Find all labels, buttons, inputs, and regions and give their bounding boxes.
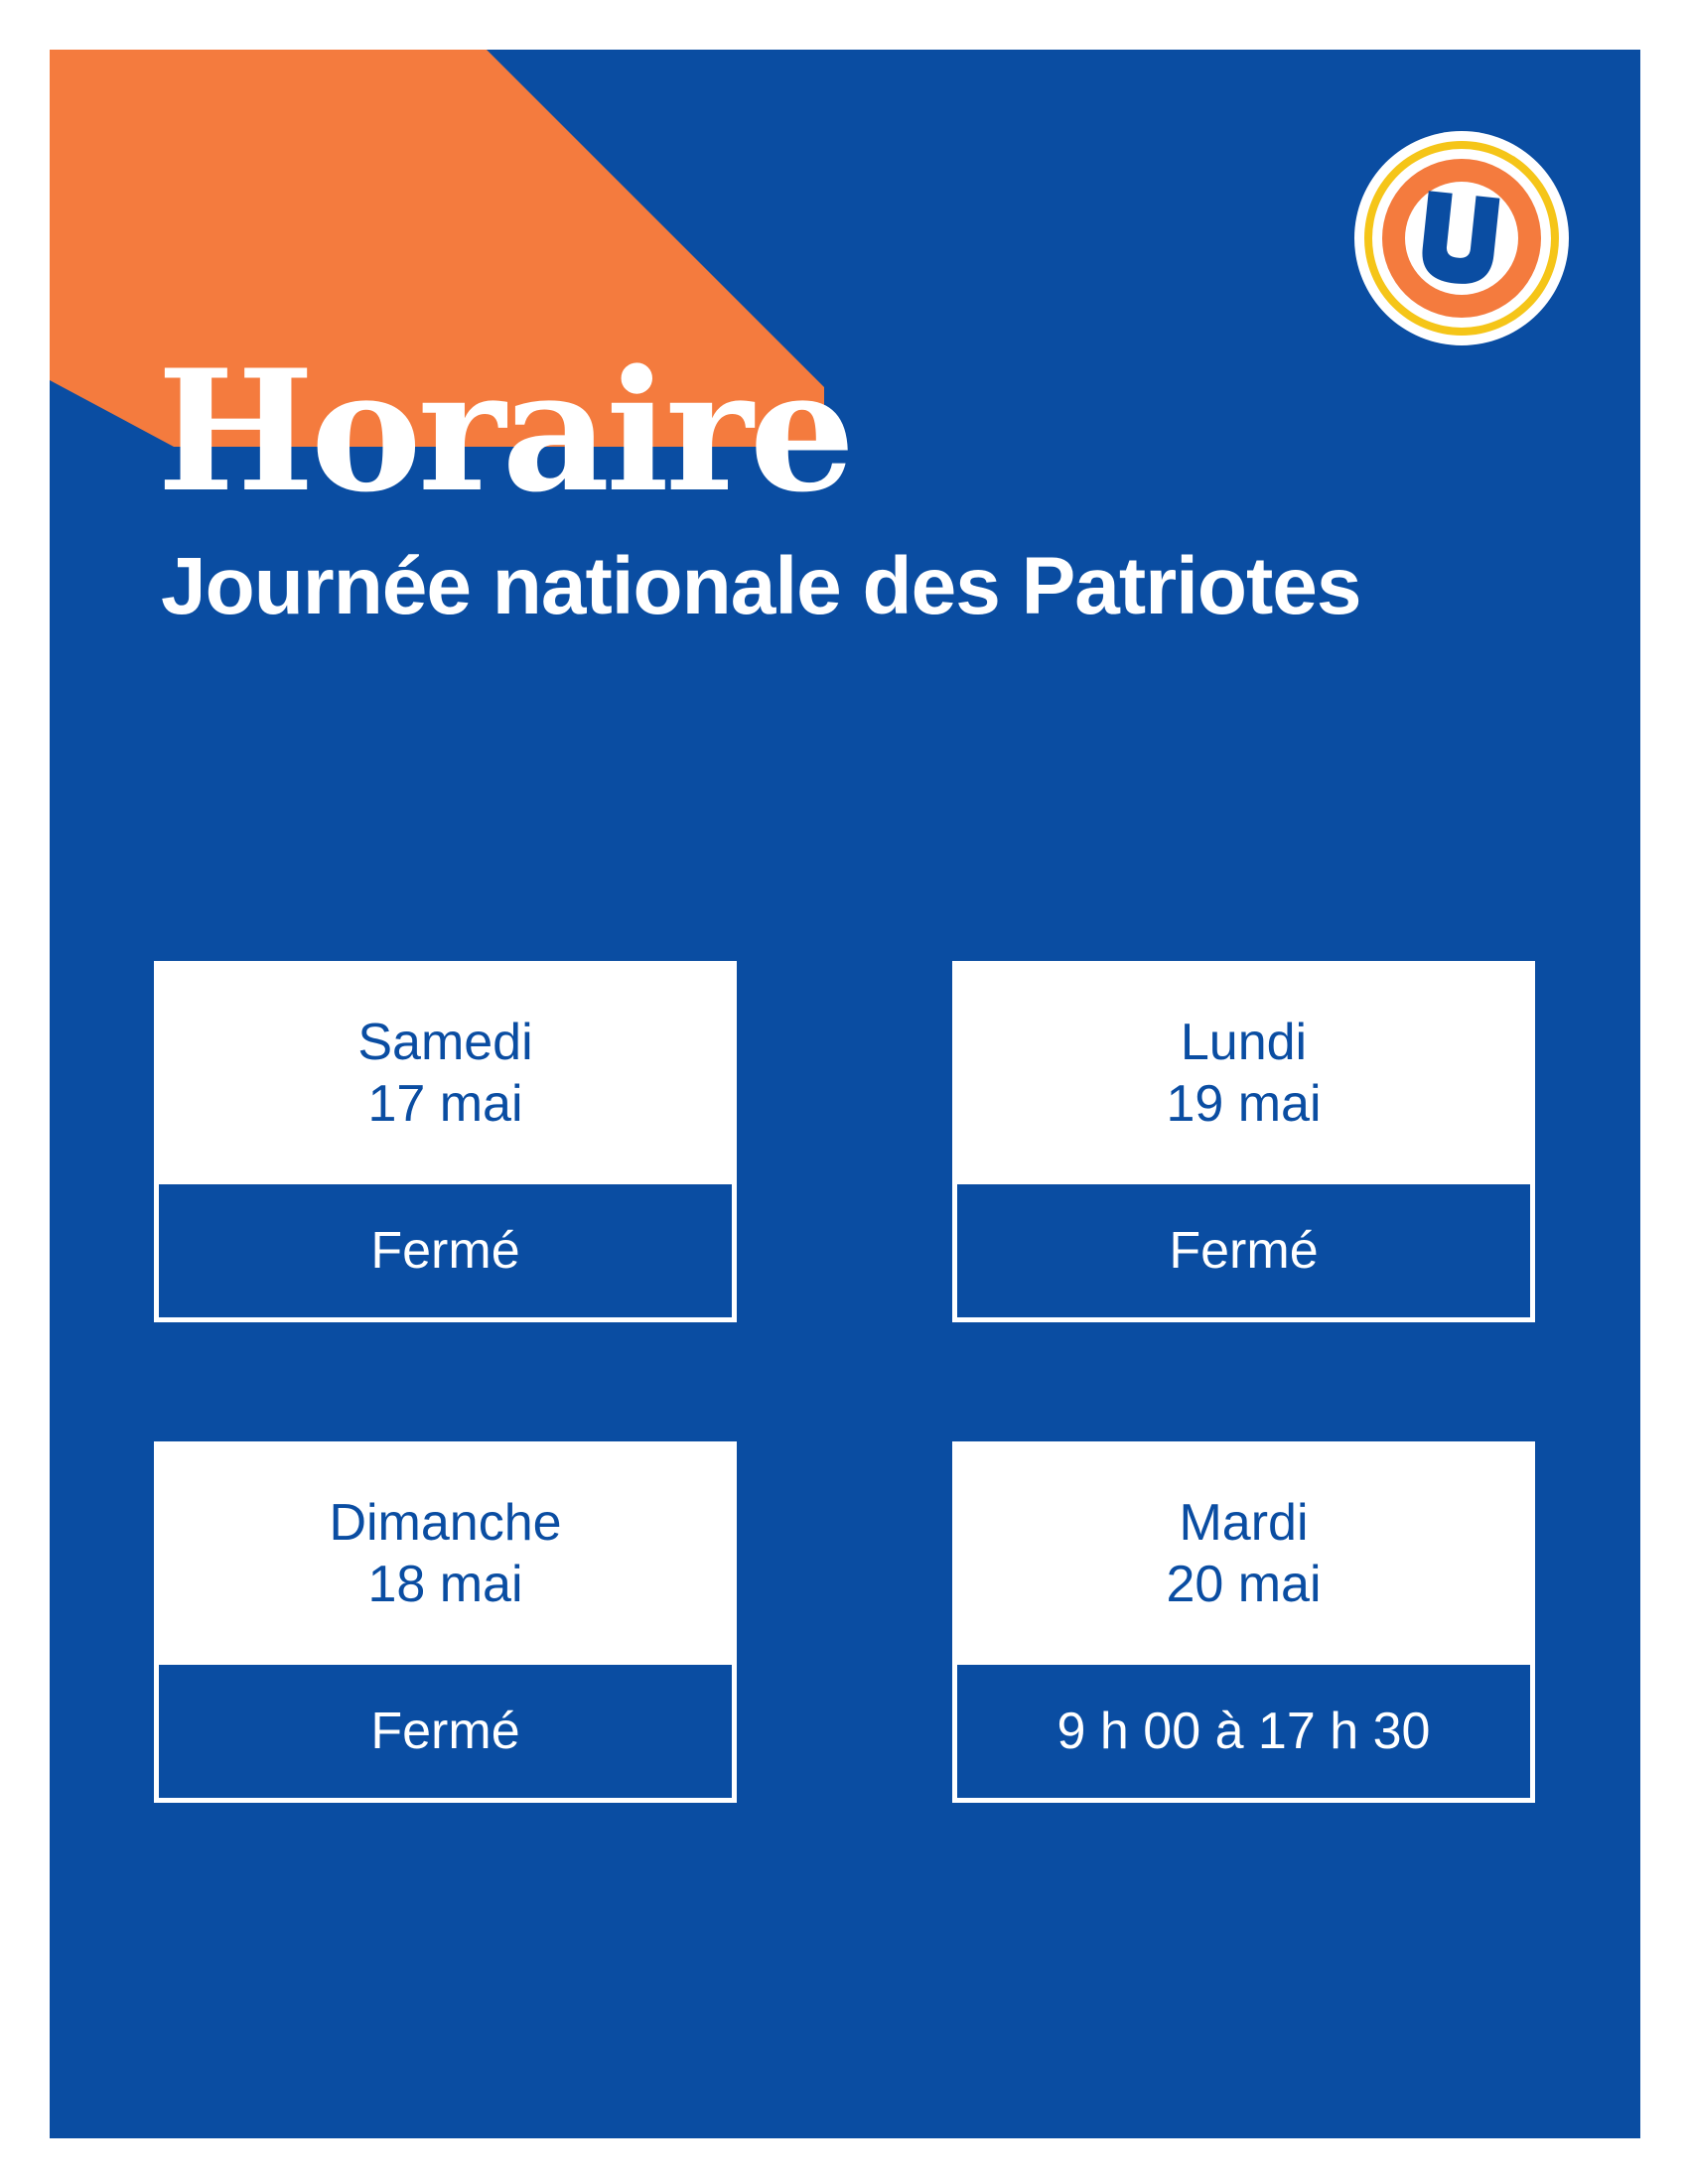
schedule-card-sunday	[154, 1441, 737, 1803]
card-day-label: Samedi	[357, 1013, 533, 1071]
card-date-block	[154, 961, 737, 1184]
card-date-block	[154, 1441, 737, 1665]
schedule-card-tuesday	[952, 1441, 1535, 1803]
card-date-label: 20 mai	[1166, 1555, 1322, 1613]
u-brand-logo-icon	[1352, 129, 1571, 347]
schedule-card-monday	[952, 961, 1535, 1322]
card-day-label: Dimanche	[329, 1493, 562, 1552]
card-date-block	[952, 1441, 1535, 1665]
card-day-label: Lundi	[1180, 1013, 1308, 1071]
poster-subtitle: Journée nationale des Patriotes	[161, 541, 1361, 631]
schedule-card-saturday	[154, 961, 737, 1322]
card-date-label: 19 mai	[1166, 1074, 1322, 1133]
card-hours-label: 9 h 00 à 17 h 30	[957, 1665, 1530, 1798]
card-date-block	[952, 961, 1535, 1184]
card-day-label: Mardi	[1179, 1493, 1309, 1552]
card-hours-label: Fermé	[159, 1184, 732, 1317]
card-hours-label: Fermé	[957, 1184, 1530, 1317]
card-date-label: 18 mai	[367, 1555, 523, 1613]
poster	[50, 50, 1640, 2138]
poster-title: Horaire	[157, 333, 852, 529]
card-hours-label: Fermé	[159, 1665, 732, 1798]
card-date-label: 17 mai	[367, 1074, 523, 1133]
